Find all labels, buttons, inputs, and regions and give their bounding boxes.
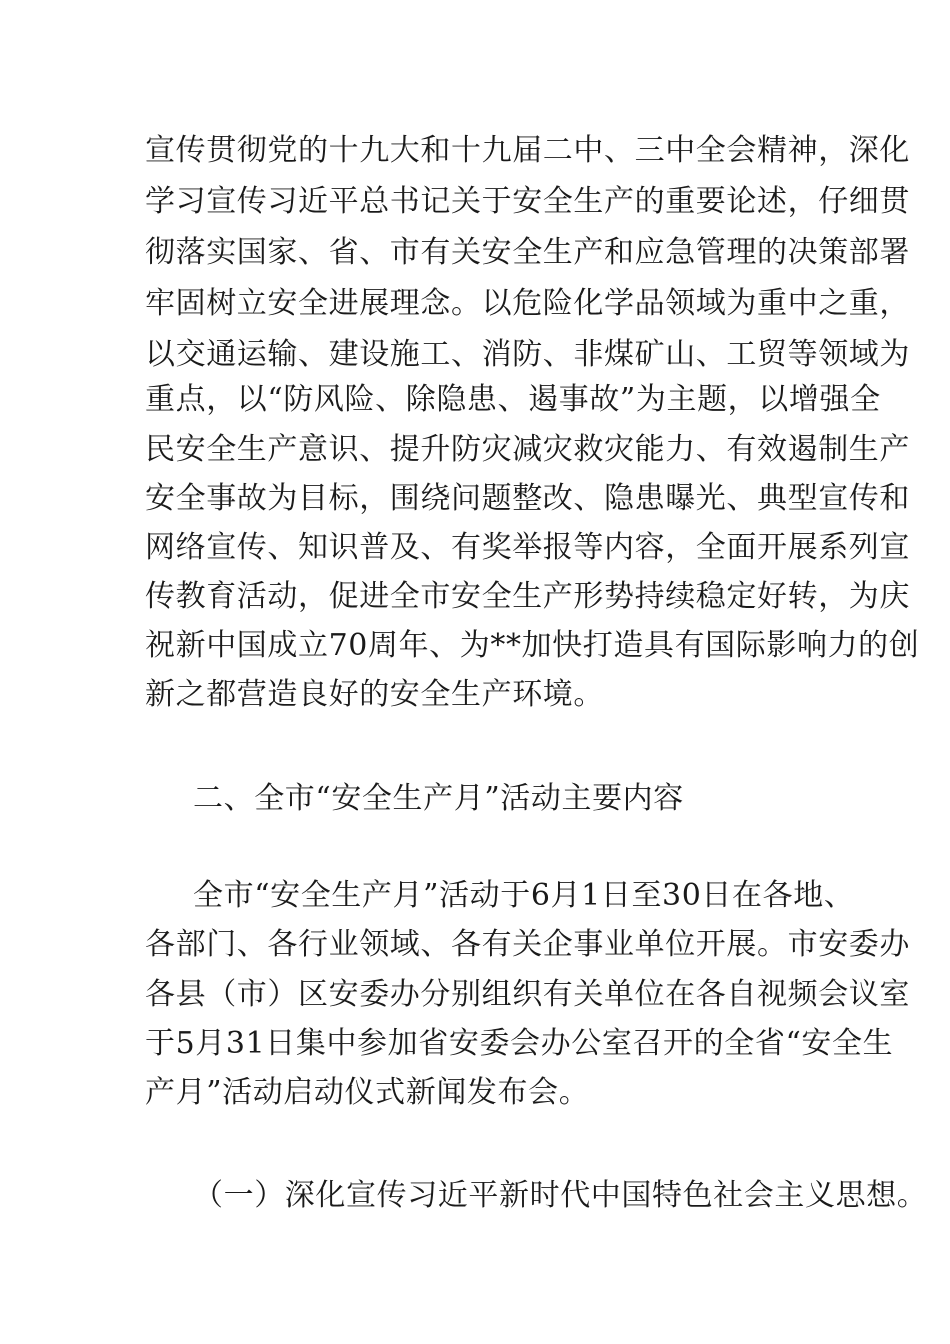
paragraph-1-line: 祝新中国成立70周年、为**加快打造具有国际影响力的创 xyxy=(145,628,920,663)
paragraph-1-line: 以交通运输、建设施工、消防、非煤矿山、工贸等领域为 xyxy=(145,337,910,372)
paragraph-1-line: 安全事故为目标，围绕问题整改、隐患曝光、典型宣传和 xyxy=(145,481,910,516)
paragraph-1-line: 学习宣传习近平总书记关于安全生产的重要论述，仔细贯 xyxy=(145,184,910,219)
paragraph-1-line: 彻落实国家、省、市有关安全生产和应急管理的决策部署 xyxy=(145,235,910,270)
paragraph-2-line: 产月”活动启动仪式新闻发布会。 xyxy=(145,1075,590,1110)
paragraph-1-line: 传教育活动，促进全市安全生产形势持续稳定好转，为庆 xyxy=(145,579,910,614)
subsection-heading: （一）深化宣传习近平新时代中国特色社会主义思想。 xyxy=(193,1178,928,1213)
paragraph-1-line: 牢固树立安全进展理念。以危险化学品领域为重中之重， xyxy=(145,286,910,321)
paragraph-2-line: 各部门、各行业领域、各有关企事业单位开展。市安委办 xyxy=(145,927,910,962)
paragraph-1-line: 重点，以“防风险、除隐患、遏事故”为主题，以增强全 xyxy=(145,382,881,417)
paragraph-1-line: 民安全生产意识、提升防灾减灾救灾能力、有效遏制生产 xyxy=(145,432,910,467)
paragraph-2-line: 全市“安全生产月”活动于6月1日至30日在各地、 xyxy=(193,878,855,913)
section-heading: 二、全市“安全生产月”活动主要内容 xyxy=(193,781,684,816)
paragraph-1-line: 新之都营造良好的安全生产环境。 xyxy=(145,677,604,712)
paragraph-2-line: 于5月31日集中参加省安委会办公室召开的全省“安全生 xyxy=(145,1026,894,1061)
paragraph-1-line: 网络宣传、知识普及、有奖举报等内容，全面开展系列宣 xyxy=(145,530,910,565)
paragraph-2-line: 各县（市）区安委办分别组织有关单位在各自视频会议室 xyxy=(145,977,910,1012)
paragraph-1-line: 宣传贯彻党的十九大和十九届二中、三中全会精神，深化 xyxy=(145,133,910,168)
